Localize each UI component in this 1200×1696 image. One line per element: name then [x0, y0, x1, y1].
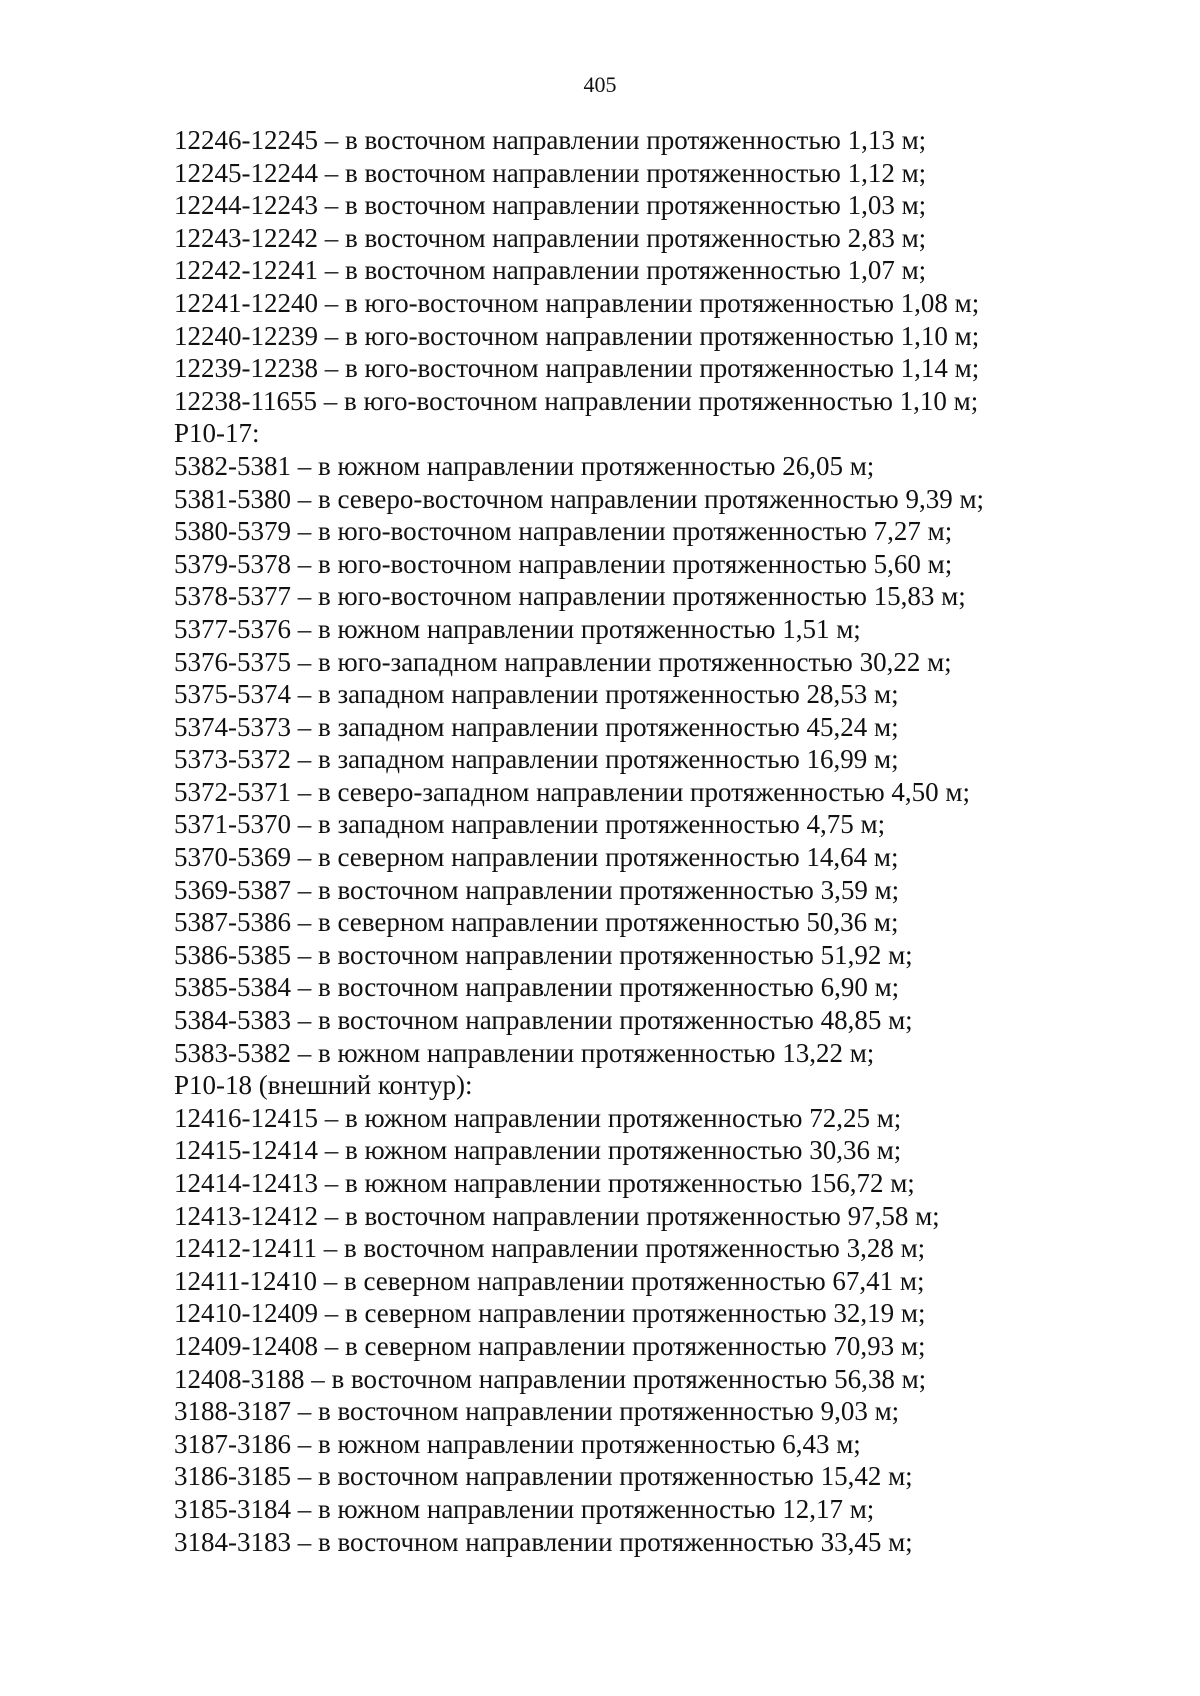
document-line: 5372-5371 – в северо-западном направлении протяженностью 4,50 м;: [174, 776, 970, 807]
document-line: 5376-5375 – в юго-западном направлении протяженностью 30,22 м;: [174, 646, 952, 677]
document-line: 12239-12238 – в юго-восточном направлении протяженностью 1,14 м;: [174, 353, 980, 384]
document-line: 3186-3185 – в восточном направлении протяженностью 15,42 м;: [174, 1461, 913, 1492]
document-line: 3184-3183 – в восточном направлении протяженностью 33,45 м;: [174, 1526, 913, 1557]
document-line: 5385-5384 – в восточном направлении протяженностью 6,90 м;: [174, 972, 900, 1003]
document-line: 5371-5370 – в западном направлении протяженностью 4,75 м;: [174, 809, 886, 840]
document-line: 12241-12240 – в юго-восточном направлении протяженностью 1,08 м;: [174, 287, 980, 318]
document-line: Р10-17:: [174, 418, 260, 449]
document-line: 3188-3187 – в восточном направлении протяженностью 9,03 м;: [174, 1396, 900, 1427]
document-line: 12416-12415 – в южном направлении протяженностью 72,25 м;: [174, 1102, 902, 1133]
document-line: 12409-12408 – в северном направлении протяженностью 70,93 м;: [174, 1330, 926, 1361]
document-line: 5380-5379 – в юго-восточном направлении протяженностью 7,27 м;: [174, 516, 953, 547]
document-line: 12238-11655 – в юго-восточном направлении протяженностью 1,10 м;: [174, 385, 979, 416]
document-line: 12408-3188 – в восточном направлении протяженностью 56,38 м;: [174, 1363, 927, 1394]
document-line: 5387-5386 – в северном направлении протяженностью 50,36 м;: [174, 907, 899, 938]
document-line: 12414-12413 – в южном направлении протяженностью 156,72 м;: [174, 1168, 915, 1198]
document-line: 5383-5382 – в южном направлении протяженностью 13,22 м;: [174, 1037, 875, 1068]
document-line: 12242-12241 – в восточном направлении протяженностью 1,07 м;: [174, 255, 927, 286]
document-line: 5369-5387 – в восточном направлении протяженностью 3,59 м;: [174, 874, 900, 905]
document-line: 3187-3186 – в южном направлении протяженностью 6,43 м;: [174, 1428, 861, 1459]
document-line: 5384-5383 – в восточном направлении протяженностью 48,85 м;: [174, 1005, 913, 1036]
document-line: 12415-12414 – в южном направлении протяженностью 30,36 м;: [174, 1135, 902, 1166]
document-line: 12244-12243 – в восточном направлении протяженностью 1,03 м;: [174, 190, 927, 221]
document-line: 5375-5374 – в западном направлении протяженностью 28,53 м;: [174, 679, 899, 710]
document-line: 12410-12409 – в северном направлении протяженностью 32,19 м;: [174, 1298, 926, 1329]
document-line: 12412-12411 – в восточном направлении протяженностью 3,28 м;: [174, 1233, 926, 1264]
document-line: 5379-5378 – в юго-восточном направлении протяженностью 5,60 м;: [174, 548, 953, 579]
document-body: [174, 124, 1134, 1558]
document-line: 3185-3184 – в южном направлении протяженностью 12,17 м;: [174, 1493, 875, 1524]
document-line: 12411-12410 – в северном направлении протяженностью 67,41 м;: [174, 1265, 925, 1296]
document-line: 5373-5372 – в западном направлении протяженностью 16,99 м;: [174, 744, 899, 775]
document-line: Р10-18 (внешний контур):: [174, 1070, 473, 1101]
document-line: 12243-12242 – в восточном направлении протяженностью 2,83 м;: [174, 222, 927, 253]
document-line: 12245-12244 – в восточном направлении протяженностью 1,12 м;: [174, 157, 927, 188]
document-line: 12240-12239 – в юго-восточном направлении протяженностью 1,10 м;: [174, 320, 980, 351]
document-line: 12413-12412 – в восточном направлении протяженностью 97,58 м;: [174, 1200, 940, 1231]
document-line: 5370-5369 – в северном направлении протяженностью 14,64 м;: [174, 842, 899, 873]
page-number: 405: [583, 72, 617, 97]
document-line: 5378-5377 – в юго-восточном направлении протяженностью 15,83 м;: [174, 581, 966, 612]
document-line: 5381-5380 – в северо-восточном направлении протяженностью 9,39 м;: [174, 483, 985, 514]
document-line: 5382-5381 – в южном направлении протяженностью 26,05 м;: [174, 450, 875, 481]
document-line: 5374-5373 – в западном направлении протяженностью 45,24 м;: [174, 711, 899, 742]
document-line: 12246-12245 – в восточном направлении протяженностью 1,13 м;: [174, 125, 927, 155]
document-line: 5377-5376 – в южном направлении протяженностью 1,51 м;: [174, 613, 861, 644]
document-line: 5386-5385 – в восточном направлении протяженностью 51,92 м;: [174, 939, 913, 970]
